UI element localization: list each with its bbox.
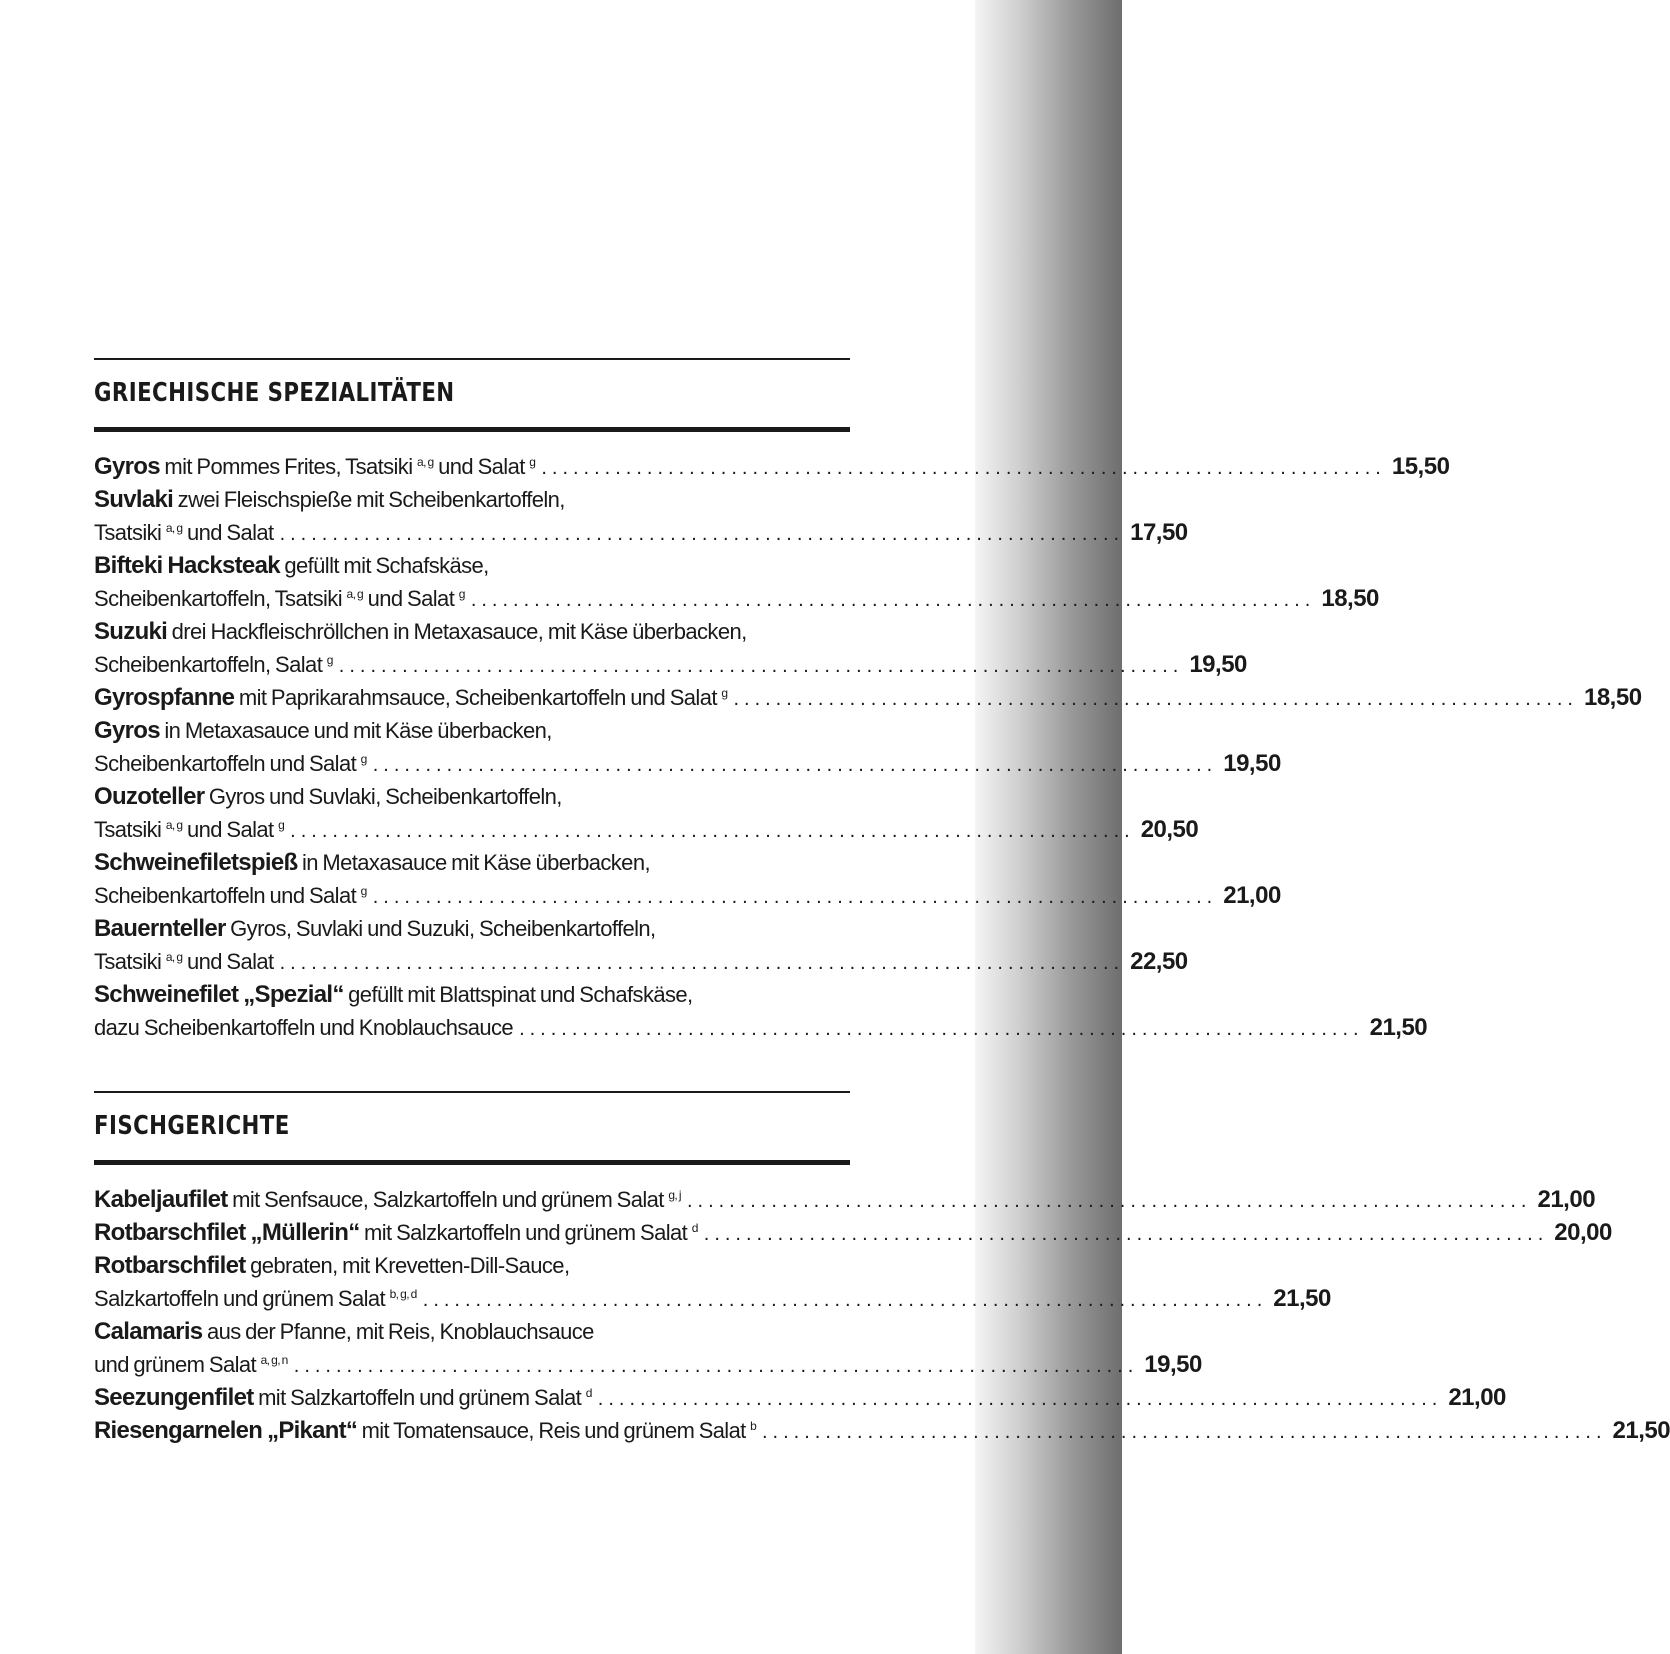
allergen-codes: g — [360, 752, 367, 766]
menu-item-line-continued — [94, 846, 850, 879]
dish-description: zwei Fleischspieße mit Scheibenkartoffeln, — [177, 487, 565, 512]
price: 18,50 — [1583, 684, 1642, 711]
line-text — [94, 879, 367, 912]
dish-description: Gyros, Suvlaki und Suzuki, Scheibenkartoffeln, — [230, 916, 656, 941]
allergen-codes: b, g, d — [389, 1287, 417, 1301]
menu-item-line-continued — [94, 978, 850, 1011]
menu-item-line — [94, 582, 1379, 615]
dish-description: und grünem Salat — [94, 1352, 257, 1377]
dot-leader: ................................................................................ — [597, 1388, 1443, 1410]
dot-leader: ................................................................................ — [519, 1018, 1364, 1040]
allergen-codes: g — [721, 686, 728, 700]
dot-leader: ................................................................................ — [372, 754, 1218, 776]
line-text — [94, 1216, 698, 1249]
menu-item-line — [94, 1183, 1596, 1216]
dish-name: Schweinefilet „Spezial“ — [94, 981, 344, 1008]
dish-description: in Metaxasauce und mit Käse überbacken, — [164, 718, 552, 743]
allergen-codes: g — [326, 653, 333, 667]
dot-leader: ................................................................................ — [279, 523, 1125, 545]
line-text — [94, 483, 565, 516]
dish-description: Tsatsiki — [94, 520, 162, 545]
dish-name: Kabeljaufilet — [94, 1186, 228, 1213]
section-title: GRIECHISCHE SPEZIALITÄTEN — [94, 378, 455, 408]
dish-description: mit Salzkartoffeln und grünem Salat — [258, 1385, 582, 1410]
price: 21,00 — [1448, 1384, 1506, 1411]
dish-name: Gyrospfanne — [94, 684, 235, 711]
dot-leader: ................................................................................ — [541, 457, 1386, 479]
dot-leader: ................................................................................ — [290, 820, 1135, 842]
dish-description: und Salat — [438, 454, 525, 479]
line-text — [94, 516, 274, 549]
allergen-codes: g — [360, 884, 367, 898]
allergen-codes: g, j — [668, 1188, 681, 1202]
dish-name: Suvlaki — [94, 486, 174, 513]
dish-description: Scheibenkartoffeln, Tsatsiki — [94, 586, 342, 611]
menu-item-line — [94, 1011, 1428, 1044]
menu-item-line — [94, 1381, 1506, 1414]
menu-items — [94, 450, 1642, 1044]
line-text — [94, 1414, 757, 1447]
dish-description: Scheibenkartoffeln und Salat — [94, 751, 357, 776]
dish-description: mit Salzkartoffeln und grünem Salat — [364, 1220, 688, 1245]
section-title: FISCHGERICHTE — [94, 1111, 290, 1141]
line-text — [94, 582, 465, 615]
dot-leader: ................................................................................ — [762, 1421, 1607, 1443]
dish-description: Scheibenkartoffeln, Salat — [94, 652, 323, 677]
allergen-codes: a, g — [417, 455, 434, 469]
price: 18,50 — [1321, 585, 1379, 612]
line-text — [94, 450, 535, 483]
line-text — [94, 945, 274, 978]
line-text — [94, 648, 333, 681]
dish-description: und Salat — [186, 817, 274, 842]
dish-description: drei Hackfleischröllchen in Metaxasauce, mit Käse überbacken, — [171, 619, 747, 644]
dish-description: mit Pommes Frites, Tsatsiki — [164, 454, 413, 479]
allergen-codes: d — [691, 1221, 698, 1235]
line-text — [94, 549, 489, 582]
menu-item-line-continued — [94, 549, 850, 582]
dot-leader: ................................................................................ — [470, 589, 1316, 611]
section-rule-bottom — [94, 427, 850, 432]
section-fischgerichte — [94, 1091, 1670, 1447]
dish-description: in Metaxasauce mit Käse überbacken, — [301, 850, 650, 875]
menu-item-line — [94, 813, 1199, 846]
allergen-codes: a, g — [165, 818, 183, 832]
allergen-codes: a, g, n — [260, 1353, 288, 1367]
menu-item-line — [94, 945, 1188, 978]
line-text — [94, 1183, 681, 1216]
dish-description: Salzkartoffeln und grünem Salat — [94, 1286, 386, 1311]
price: 21,00 — [1537, 1186, 1596, 1213]
line-text — [94, 1381, 592, 1414]
section-rule-bottom — [94, 1160, 850, 1165]
menu-item-line — [94, 450, 1450, 483]
menu-item-line-continued — [94, 1315, 850, 1348]
dish-name: Bauernteller — [94, 915, 226, 942]
menu-item-line-continued — [94, 1249, 850, 1282]
dish-description: Gyros und Suvlaki, Scheibenkartoffeln, — [208, 784, 562, 809]
menu-item-line — [94, 1414, 1670, 1447]
dish-description: Scheibenkartoffeln und Salat — [94, 883, 357, 908]
dish-name: Rotbarschfilet — [94, 1252, 246, 1279]
price: 21,00 — [1223, 882, 1281, 909]
allergen-codes: g — [278, 818, 285, 832]
price: 19,50 — [1189, 651, 1247, 678]
dish-description: aus der Pfanne, mit Reis, Knoblauchsauce — [206, 1319, 594, 1344]
dish-name: Schweinefiletspieß — [94, 849, 298, 876]
menu-item-line-continued — [94, 912, 850, 945]
dot-leader: ................................................................................ — [422, 1289, 1268, 1311]
price: 21,50 — [1612, 1417, 1670, 1444]
menu-item-line — [94, 516, 1188, 549]
dot-leader: ................................................................................ — [279, 952, 1125, 974]
line-text — [94, 747, 367, 780]
line-text — [94, 1249, 569, 1282]
line-text — [94, 1348, 288, 1381]
price: 20,00 — [1554, 1219, 1612, 1246]
line-text — [94, 714, 552, 747]
price: 19,50 — [1144, 1351, 1202, 1378]
dish-name: Bifteki Hacksteak — [94, 552, 280, 579]
line-text — [94, 978, 693, 1011]
price: 21,50 — [1273, 1285, 1331, 1312]
dot-leader: ................................................................................ — [703, 1223, 1549, 1245]
dot-leader: ................................................................................ — [733, 688, 1578, 710]
line-text — [94, 615, 747, 648]
allergen-codes: g — [458, 587, 465, 601]
line-text — [94, 1315, 594, 1348]
line-text — [94, 1011, 513, 1044]
allergen-codes: b — [750, 1419, 757, 1433]
allergen-codes: d — [585, 1386, 592, 1400]
menu-item-line — [94, 648, 1247, 681]
dish-name: Riesengarnelen „Pikant“ — [94, 1417, 358, 1444]
price: 19,50 — [1223, 750, 1281, 777]
dish-name: Rotbarschfilet „Müllerin“ — [94, 1219, 360, 1246]
line-text — [94, 912, 656, 945]
menu-item-line — [94, 1348, 1202, 1381]
dish-description: gefüllt mit Blattspinat und Schafskäse, — [348, 982, 693, 1007]
dot-leader: ................................................................................ — [293, 1355, 1139, 1377]
allergen-codes: a, g — [165, 521, 183, 535]
line-text — [94, 813, 284, 846]
menu-item-line — [94, 1282, 1331, 1315]
menu-item-line-continued — [94, 615, 850, 648]
dish-description: mit Paprikarahmsauce, Scheibenkartoffeln und Salat — [238, 685, 717, 710]
dot-leader: ................................................................................ — [372, 886, 1218, 908]
dish-description: und Salat — [186, 949, 274, 974]
menu-items — [94, 1183, 1670, 1447]
dish-name: Gyros — [94, 453, 160, 480]
price: 21,50 — [1369, 1014, 1428, 1041]
menu-item-line-continued — [94, 714, 850, 747]
dish-description: gefüllt mit Schafskäse, — [284, 553, 489, 578]
dot-leader: ................................................................................ — [338, 655, 1184, 677]
price: 17,50 — [1130, 519, 1188, 546]
menu-item-line — [94, 681, 1642, 714]
dish-description: und Salat — [186, 520, 274, 545]
menu-item-line-continued — [94, 483, 850, 516]
dish-description: Tsatsiki — [94, 817, 162, 842]
allergen-codes: a, g — [165, 950, 183, 964]
price: 20,50 — [1140, 816, 1199, 843]
dish-description: gebraten, mit Krevetten-Dill-Sauce, — [250, 1253, 570, 1278]
dish-description: mit Senfsauce, Salzkartoffeln und grünem Salat — [232, 1187, 664, 1212]
menu-item-line — [94, 747, 1281, 780]
allergen-codes: g — [529, 455, 536, 469]
dish-description: Tsatsiki — [94, 949, 162, 974]
dish-name: Ouzoteller — [94, 783, 205, 810]
dish-description: mit Tomatensauce, Reis und grünem Salat — [361, 1418, 746, 1443]
dish-name: Seezungenfilet — [94, 1384, 254, 1411]
menu-item-line-continued — [94, 780, 850, 813]
line-text — [94, 846, 650, 879]
line-text — [94, 681, 727, 714]
section-griechische-spezialitaeten — [94, 358, 1642, 1044]
dot-leader: ................................................................................ — [686, 1190, 1532, 1212]
line-text — [94, 780, 562, 813]
dish-description: und Salat — [367, 586, 455, 611]
menu-item-line — [94, 879, 1281, 912]
price: 22,50 — [1130, 948, 1188, 975]
dish-description: dazu Scheibenkartoffeln und Knoblauchsauce — [94, 1015, 514, 1040]
allergen-codes: a, g — [346, 587, 364, 601]
dish-name: Gyros — [94, 717, 160, 744]
dish-name: Suzuki — [94, 618, 168, 645]
menu-item-line — [94, 1216, 1612, 1249]
dish-name: Calamaris — [94, 1318, 203, 1345]
price: 15,50 — [1391, 453, 1450, 480]
line-text — [94, 1282, 417, 1315]
